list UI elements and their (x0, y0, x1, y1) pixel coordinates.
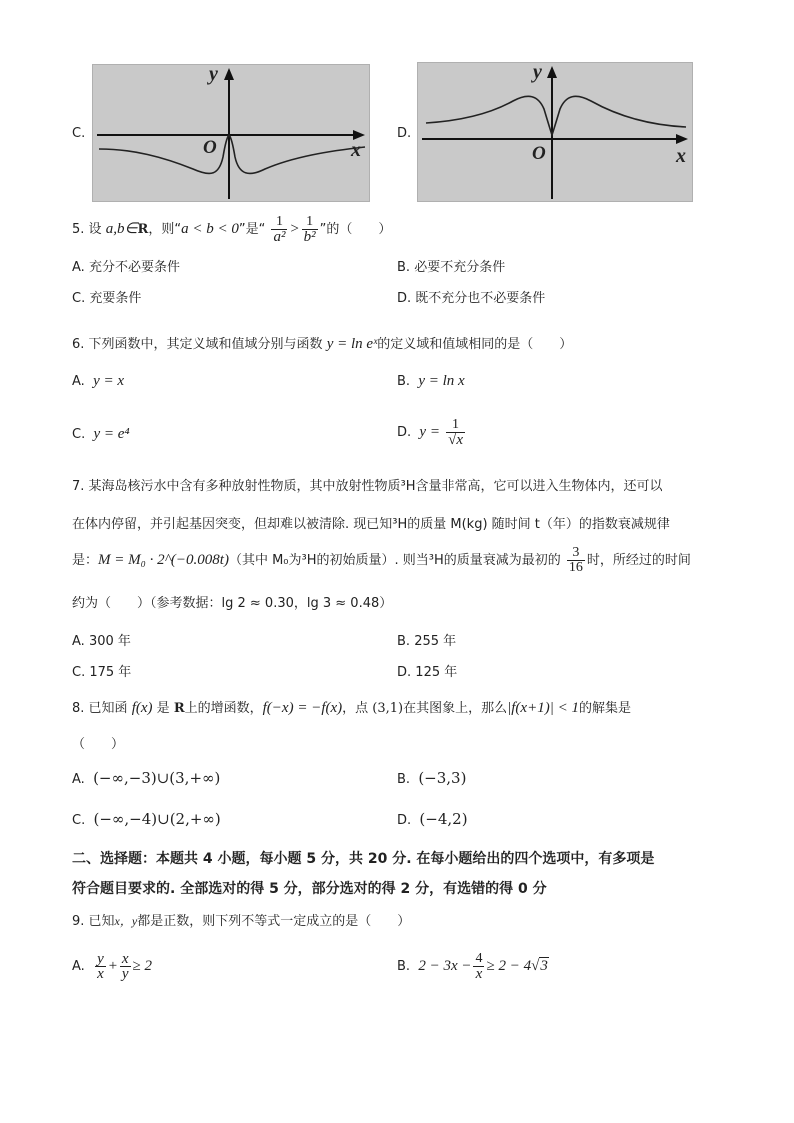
q7-line-3 (72, 543, 691, 578)
q5-tail: ”的（ ） (319, 222, 392, 237)
q8-option-c[interactable] (72, 810, 221, 828)
sqrt-icon: √ (531, 958, 540, 974)
q5-mid2: ”是“ (238, 222, 266, 237)
option-expr: y = x (93, 373, 124, 389)
q6-d-fraction (446, 418, 465, 447)
option-text: 既不充分也不必要条件 (415, 291, 546, 306)
frac-den: x (97, 966, 104, 982)
option-label: D. (397, 425, 412, 440)
question-6-stem (72, 333, 572, 353)
section-2-heading-line-1: 二、选择题：本题共 4 小题，每小题 5 分，共 20 分. 在每小题给出的四个选项中，有多项是 (72, 851, 655, 867)
q9-vars: x，y (114, 914, 138, 928)
q6-stem-b: 的定义域和值域相同的是（ ） (377, 337, 573, 352)
option-text: 255 年 (414, 634, 457, 649)
frac-den: y (121, 966, 129, 982)
q5-option-b[interactable] (397, 256, 505, 275)
option-text: 必要不充分条件 (414, 260, 506, 275)
q9-a-rhs: ≥ 2 (132, 958, 153, 974)
option-text: 300 年 (88, 634, 131, 649)
q8-c: 上的增函数， (184, 701, 263, 716)
option-label: B. (397, 260, 411, 275)
curve-d (426, 96, 686, 135)
q8-option-b[interactable] (397, 769, 466, 787)
q7-line-2: 在体内停留，并引起基因突变，但却难以被清除. 现已知³H的质量 M(kg) 随时间 t（年）的指数衰减规律 (72, 517, 670, 532)
graph-c-x-label: x (351, 139, 361, 161)
q8-fx: f(x) (131, 700, 153, 716)
option-expr: (−3,3) (418, 769, 467, 787)
q7-option-d[interactable] (397, 661, 457, 680)
option-expr: y = e⁴ (93, 426, 130, 442)
option-label: B. (397, 772, 411, 787)
q9-a-frac-2 (120, 952, 131, 981)
q6-option-c[interactable] (72, 426, 130, 443)
q5-frac2-den: b² (303, 229, 316, 245)
frac-den: 16 (568, 560, 583, 575)
x-axis-arrow-icon (676, 134, 688, 144)
q9-stem-b: 都是正数，则下列不等式一定成立的是（ ） (137, 914, 411, 929)
q9-b-root: 3 (540, 958, 548, 974)
q6-option-d[interactable] (397, 412, 467, 453)
option-c-label: C. (72, 126, 86, 141)
option-label: C. (72, 665, 86, 680)
graph-c-svg (93, 65, 369, 201)
q7-line3-a: 是： (72, 553, 99, 568)
q8-r: R (173, 701, 185, 716)
q5-mid1: ，则“ (148, 222, 182, 237)
q8-ineq: |f(x+1)| < 1 (507, 700, 579, 716)
q6-stem-a: 6. 下列函数中，其定义域和值域分别与函数 (72, 337, 323, 352)
option-label: D. (397, 291, 412, 306)
graph-c-y-label: y (209, 63, 218, 85)
q7-line3-c: 时，所经过的时间 (586, 553, 691, 568)
q9-b-rhs: ≥ 2 − 4 (486, 958, 532, 974)
q9-a-frac-1 (95, 952, 106, 981)
q5-fraction-1 (271, 215, 287, 244)
graph-c-origin-label: O (203, 137, 217, 158)
option-label: D. (397, 665, 412, 680)
question-5-stem (72, 214, 391, 245)
option-d-label: D. (397, 126, 412, 141)
q9-b-pre: 2 − 3x − (418, 958, 472, 974)
q8-option-d[interactable] (397, 810, 468, 828)
q5-set: R (137, 222, 149, 237)
q8-a: 8. 已知函 (72, 701, 128, 716)
q5-option-d[interactable] (397, 287, 545, 306)
option-label: A. (72, 772, 85, 787)
q5-frac2-num: 1 (302, 215, 318, 230)
frac-num: 4 (475, 951, 483, 966)
q8-option-a[interactable] (72, 769, 220, 787)
graph-d-origin-label: O (532, 143, 546, 164)
q7-option-a[interactable] (72, 630, 131, 649)
y-axis-arrow-icon (224, 68, 234, 80)
q9-b-frac (473, 952, 484, 981)
option-label: C. (72, 291, 86, 306)
question-9-stem (72, 910, 410, 929)
graph-c (92, 64, 370, 202)
frac-den: √x (448, 432, 463, 448)
option-text: 充要条件 (89, 291, 142, 306)
q9-a-plus: + (107, 958, 118, 974)
option-label: C. (72, 427, 86, 442)
option-text: 125 年 (415, 665, 458, 680)
q8-e: 在其图象上，那么 (403, 701, 508, 716)
q5-option-a[interactable] (72, 256, 180, 275)
option-label: A. (72, 959, 85, 974)
q5-option-c[interactable] (72, 287, 141, 306)
frac-num: 3 (567, 546, 585, 561)
q5-frac1-num: 1 (271, 215, 287, 230)
option-expr: y = (419, 424, 440, 440)
q6-option-a[interactable] (72, 373, 124, 390)
section-2-heading-line-2: 符合题目要求的. 全部选对的得 5 分，部分选对的得 2 分，有选错的得 0 分 (72, 881, 547, 897)
q5-gt: > (289, 221, 300, 237)
frac-num: 1 (446, 418, 465, 433)
graph-d-svg (418, 63, 692, 201)
q7-formula: M = M₀ · 2^(−0.008t) (98, 552, 229, 568)
option-expr: y = ln x (418, 373, 465, 389)
q7-line-4: 约为（ ）（参考数据：lg 2 ≈ 0.30，lg 3 ≈ 0.48） (72, 596, 393, 611)
q5-condition: a < b < 0 (181, 221, 239, 237)
frac-num: x (121, 951, 129, 967)
q8-f: 的解集是 (578, 701, 631, 716)
option-label: A. (72, 374, 85, 389)
q7-option-b[interactable] (397, 630, 456, 649)
q8-point: (3,1) (372, 701, 404, 716)
frac-num: y (97, 951, 104, 967)
option-text: 175 年 (89, 665, 132, 680)
q6-function: y = ln eˣ (326, 336, 378, 352)
q8-odd: f(−x) = −f(x) (262, 700, 343, 716)
graph-d (417, 62, 693, 202)
option-expr: (−∞,−4)∪(2,+∞) (93, 810, 221, 828)
option-text: 充分不必要条件 (88, 260, 180, 275)
q5-number: 5. 设 (72, 222, 102, 237)
frac-den: x (475, 966, 483, 982)
q5-fraction-2 (302, 215, 318, 244)
q7-line-1: 7. 某海岛核污水中含有多种放射性物质，其中放射性物质³H含量非常高，它可以进入生物体内，还可以 (72, 479, 663, 494)
option-label: B. (397, 374, 411, 389)
q9-option-b[interactable] (397, 946, 549, 987)
option-label: B. (397, 959, 411, 974)
option-expr: (−∞,−3)∪(3,+∞) (93, 769, 221, 787)
curve-c (99, 135, 365, 173)
q5-vars: a,b∈ (105, 221, 138, 237)
q8-d: ，点 (342, 701, 369, 716)
option-label: C. (72, 813, 86, 828)
q8-b: 是 (156, 701, 170, 716)
q8-line-2: （ ） (72, 737, 125, 752)
option-label: A. (72, 260, 85, 275)
option-expr: (−4,2) (419, 810, 468, 828)
option-label: B. (397, 634, 411, 649)
q7-option-c[interactable] (72, 661, 131, 680)
q8-line-1 (72, 697, 631, 717)
q9-stem-a: 9. 已知 (72, 914, 115, 929)
graph-d-y-label: y (533, 61, 542, 83)
q7-fraction (567, 546, 585, 575)
option-label: D. (397, 813, 412, 828)
q9-option-a[interactable] (72, 946, 152, 987)
y-axis-arrow-icon (547, 66, 557, 78)
q5-frac1-den: a² (273, 229, 286, 245)
q6-option-b[interactable] (397, 373, 465, 390)
graph-d-x-label: x (676, 145, 686, 167)
q7-line3-b: （其中 M₀为³H的初始质量）. 则当³H的质量衰减为最初的 (228, 553, 561, 568)
option-label: A. (72, 634, 85, 649)
